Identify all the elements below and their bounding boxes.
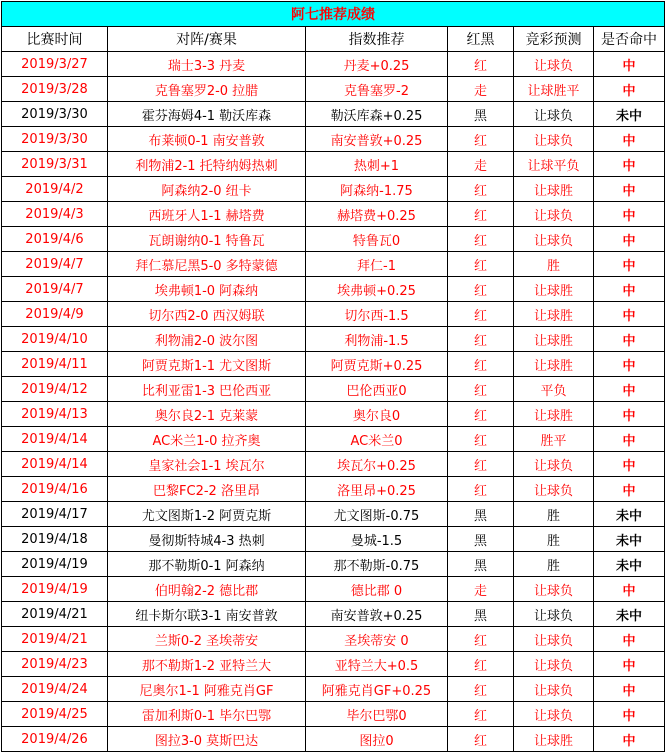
title-row (2, 2, 665, 27)
result-cell: 红 (448, 452, 514, 477)
pick-cell: AC米兰0 (306, 427, 448, 452)
forecast-cell: 让球负 (514, 652, 594, 677)
pick-cell: 克鲁塞罗-2 (306, 77, 448, 102)
result-cell: 红 (448, 402, 514, 427)
result-cell: 黑 (448, 102, 514, 127)
match-cell: 尤文图斯1-2 阿贾克斯 (108, 502, 306, 527)
result-cell: 红 (448, 227, 514, 252)
header-match: 对阵/赛果 (108, 27, 306, 52)
result-cell: 黑 (448, 552, 514, 577)
result-cell: 红 (448, 702, 514, 727)
pick-cell: 阿雅克肖GF+0.25 (306, 677, 448, 702)
match-cell: AC米兰1-0 拉齐奥 (108, 427, 306, 452)
match-cell: 拜仁慕尼黑5-0 多特蒙德 (108, 252, 306, 277)
date-cell: 2019/4/26 (2, 727, 108, 752)
forecast-cell: 让球负 (514, 202, 594, 227)
pick-cell: 阿森纳-1.75 (306, 177, 448, 202)
forecast-cell: 让球负 (514, 677, 594, 702)
date-cell: 2019/4/25 (2, 702, 108, 727)
result-cell: 红 (448, 277, 514, 302)
table-title: 阿七推荐成绩 (2, 2, 665, 27)
table-row (2, 727, 665, 752)
forecast-cell: 让球负 (514, 627, 594, 652)
hit-cell: 中 (594, 577, 665, 602)
hit-cell: 中 (594, 627, 665, 652)
date-cell: 2019/4/23 (2, 652, 108, 677)
table-row (2, 502, 665, 527)
result-cell: 红 (448, 202, 514, 227)
forecast-cell: 胜 (514, 502, 594, 527)
match-cell: 皇家社会1-1 埃瓦尔 (108, 452, 306, 477)
pick-cell: 南安普敦+0.25 (306, 127, 448, 152)
date-cell: 2019/3/31 (2, 152, 108, 177)
date-cell: 2019/4/7 (2, 252, 108, 277)
result-cell: 红 (448, 477, 514, 502)
forecast-cell: 让球负 (514, 602, 594, 627)
header-result: 红黑 (448, 27, 514, 52)
pick-cell: 圣埃蒂安 0 (306, 627, 448, 652)
match-cell: 西班牙人1-1 赫塔费 (108, 202, 306, 227)
table-row (2, 427, 665, 452)
table-row (2, 302, 665, 327)
hit-cell: 未中 (594, 527, 665, 552)
match-cell: 瑞士3-3 丹麦 (108, 52, 306, 77)
hit-cell: 中 (594, 677, 665, 702)
result-cell: 红 (448, 327, 514, 352)
table-row (2, 152, 665, 177)
hit-cell: 中 (594, 252, 665, 277)
forecast-cell: 让球胜 (514, 402, 594, 427)
table-row (2, 577, 665, 602)
match-cell: 瓦朗谢纳0-1 特鲁瓦 (108, 227, 306, 252)
result-cell: 红 (448, 302, 514, 327)
pick-cell: 德比郡 0 (306, 577, 448, 602)
forecast-cell: 让球负 (514, 452, 594, 477)
forecast-cell: 胜 (514, 552, 594, 577)
pick-cell: 特鲁瓦0 (306, 227, 448, 252)
table-row (2, 402, 665, 427)
table-row (2, 477, 665, 502)
pick-cell: 图拉0 (306, 727, 448, 752)
result-cell: 红 (448, 127, 514, 152)
date-cell: 2019/4/21 (2, 602, 108, 627)
hit-cell: 中 (594, 327, 665, 352)
table-row (2, 202, 665, 227)
table-row (2, 702, 665, 727)
pick-cell: 赫塔费+0.25 (306, 202, 448, 227)
result-cell: 红 (448, 252, 514, 277)
result-cell: 红 (448, 652, 514, 677)
hit-cell: 中 (594, 352, 665, 377)
hit-cell: 未中 (594, 102, 665, 127)
date-cell: 2019/4/9 (2, 302, 108, 327)
result-cell: 黑 (448, 502, 514, 527)
table-row (2, 252, 665, 277)
table-row (2, 177, 665, 202)
forecast-cell: 让球胜 (514, 302, 594, 327)
table-row (2, 352, 665, 377)
table-row (2, 602, 665, 627)
table-row (2, 377, 665, 402)
date-cell: 2019/4/10 (2, 327, 108, 352)
match-cell: 埃弗顿1-0 阿森纳 (108, 277, 306, 302)
pick-cell: 那不勒斯-0.75 (306, 552, 448, 577)
date-cell: 2019/4/14 (2, 452, 108, 477)
forecast-cell: 让球胜 (514, 352, 594, 377)
pick-cell: 毕尔巴鄂0 (306, 702, 448, 727)
match-cell: 曼彻斯特城4-3 热刺 (108, 527, 306, 552)
pick-cell: 热刺+1 (306, 152, 448, 177)
result-cell: 红 (448, 352, 514, 377)
pick-cell: 丹麦+0.25 (306, 52, 448, 77)
result-cell: 红 (448, 627, 514, 652)
hit-cell: 中 (594, 302, 665, 327)
match-cell: 雷加利斯0-1 毕尔巴鄂 (108, 702, 306, 727)
match-cell: 克鲁塞罗2-0 拉腊 (108, 77, 306, 102)
forecast-cell: 让球负 (514, 577, 594, 602)
header-date: 比赛时间 (2, 27, 108, 52)
table-row (2, 277, 665, 302)
date-cell: 2019/4/13 (2, 402, 108, 427)
hit-cell: 未中 (594, 602, 665, 627)
match-cell: 巴黎FC2-2 洛里昂 (108, 477, 306, 502)
match-cell: 比利亚雷1-3 巴伦西亚 (108, 377, 306, 402)
hit-cell: 中 (594, 177, 665, 202)
hit-cell: 未中 (594, 552, 665, 577)
table-row (2, 552, 665, 577)
hit-cell: 中 (594, 652, 665, 677)
pick-cell: 埃瓦尔+0.25 (306, 452, 448, 477)
hit-cell: 未中 (594, 502, 665, 527)
forecast-cell: 让球负 (514, 52, 594, 77)
forecast-cell: 让球负 (514, 127, 594, 152)
result-cell: 红 (448, 727, 514, 752)
table-row (2, 102, 665, 127)
forecast-cell: 平负 (514, 377, 594, 402)
hit-cell: 中 (594, 52, 665, 77)
pick-cell: 勒沃库森+0.25 (306, 102, 448, 127)
pick-cell: 奥尔良0 (306, 402, 448, 427)
pick-cell: 利物浦-1.5 (306, 327, 448, 352)
date-cell: 2019/3/27 (2, 52, 108, 77)
hit-cell: 中 (594, 402, 665, 427)
pick-cell: 洛里昂+0.25 (306, 477, 448, 502)
date-cell: 2019/4/6 (2, 227, 108, 252)
forecast-cell: 让球胜 (514, 277, 594, 302)
date-cell: 2019/4/11 (2, 352, 108, 377)
table-row (2, 77, 665, 102)
forecast-cell: 让球负 (514, 477, 594, 502)
date-cell: 2019/4/16 (2, 477, 108, 502)
pick-cell: 亚特兰大+0.5 (306, 652, 448, 677)
match-cell: 霍芬海姆4-1 勒沃库森 (108, 102, 306, 127)
result-cell: 红 (448, 677, 514, 702)
result-cell: 黑 (448, 527, 514, 552)
header-row (2, 27, 665, 52)
table-row (2, 227, 665, 252)
match-cell: 伯明翰2-2 德比郡 (108, 577, 306, 602)
result-cell: 红 (448, 377, 514, 402)
date-cell: 2019/4/19 (2, 552, 108, 577)
date-cell: 2019/4/17 (2, 502, 108, 527)
match-cell: 利物浦2-0 波尔图 (108, 327, 306, 352)
header-forecast: 竞彩预测 (514, 27, 594, 52)
match-cell: 那不勒斯1-2 亚特兰大 (108, 652, 306, 677)
result-cell: 走 (448, 152, 514, 177)
date-cell: 2019/3/30 (2, 102, 108, 127)
table-row (2, 52, 665, 77)
result-cell: 红 (448, 427, 514, 452)
table-row (2, 627, 665, 652)
match-cell: 布莱顿0-1 南安普敦 (108, 127, 306, 152)
forecast-cell: 让球胜 (514, 327, 594, 352)
pick-cell: 切尔西-1.5 (306, 302, 448, 327)
match-cell: 阿森纳2-0 纽卡 (108, 177, 306, 202)
table-row (2, 652, 665, 677)
match-cell: 图拉3-0 莫斯巴达 (108, 727, 306, 752)
hit-cell: 中 (594, 427, 665, 452)
date-cell: 2019/4/24 (2, 677, 108, 702)
hit-cell: 中 (594, 702, 665, 727)
match-cell: 阿贾克斯1-1 尤文图斯 (108, 352, 306, 377)
pick-cell: 巴伦西亚0 (306, 377, 448, 402)
match-cell: 兰斯0-2 圣埃蒂安 (108, 627, 306, 652)
date-cell: 2019/4/12 (2, 377, 108, 402)
pick-cell: 拜仁-1 (306, 252, 448, 277)
date-cell: 2019/4/7 (2, 277, 108, 302)
hit-cell: 中 (594, 227, 665, 252)
table-row (2, 527, 665, 552)
table-row (2, 452, 665, 477)
forecast-cell: 让球胜 (514, 727, 594, 752)
hit-cell: 中 (594, 202, 665, 227)
forecast-cell: 胜 (514, 527, 594, 552)
date-cell: 2019/3/30 (2, 127, 108, 152)
hit-cell: 中 (594, 377, 665, 402)
match-cell: 尼奥尔1-1 阿雅克肖GF (108, 677, 306, 702)
result-cell: 红 (448, 52, 514, 77)
match-cell: 奥尔良2-1 克莱蒙 (108, 402, 306, 427)
match-cell: 切尔西2-0 西汉姆联 (108, 302, 306, 327)
hit-cell: 中 (594, 277, 665, 302)
header-pick: 指数推荐 (306, 27, 448, 52)
hit-cell: 中 (594, 127, 665, 152)
date-cell: 2019/3/28 (2, 77, 108, 102)
forecast-cell: 让球胜平 (514, 77, 594, 102)
result-cell: 走 (448, 577, 514, 602)
forecast-cell: 让球负 (514, 227, 594, 252)
pick-cell: 南安普敦+0.25 (306, 602, 448, 627)
forecast-cell: 让球胜 (514, 177, 594, 202)
header-hit: 是否命中 (594, 27, 665, 52)
date-cell: 2019/4/2 (2, 177, 108, 202)
result-cell: 红 (448, 177, 514, 202)
date-cell: 2019/4/19 (2, 577, 108, 602)
match-cell: 利物浦2-1 托特纳姆热刺 (108, 152, 306, 177)
date-cell: 2019/4/3 (2, 202, 108, 227)
result-cell: 黑 (448, 602, 514, 627)
forecast-cell: 胜平 (514, 427, 594, 452)
hit-cell: 中 (594, 477, 665, 502)
forecast-cell: 让球负 (514, 102, 594, 127)
results-table (1, 1, 665, 752)
table-row (2, 127, 665, 152)
hit-cell: 中 (594, 727, 665, 752)
table-row (2, 677, 665, 702)
result-cell: 走 (448, 77, 514, 102)
date-cell: 2019/4/21 (2, 627, 108, 652)
hit-cell: 中 (594, 452, 665, 477)
date-cell: 2019/4/14 (2, 427, 108, 452)
pick-cell: 阿贾克斯+0.25 (306, 352, 448, 377)
table-row (2, 327, 665, 352)
match-cell: 那不勒斯0-1 阿森纳 (108, 552, 306, 577)
pick-cell: 曼城-1.5 (306, 527, 448, 552)
pick-cell: 埃弗顿+0.25 (306, 277, 448, 302)
forecast-cell: 让球平负 (514, 152, 594, 177)
pick-cell: 尤文图斯-0.75 (306, 502, 448, 527)
date-cell: 2019/4/18 (2, 527, 108, 552)
hit-cell: 中 (594, 77, 665, 102)
forecast-cell: 让球负 (514, 702, 594, 727)
forecast-cell: 胜 (514, 252, 594, 277)
hit-cell: 中 (594, 152, 665, 177)
match-cell: 纽卡斯尔联3-1 南安普敦 (108, 602, 306, 627)
